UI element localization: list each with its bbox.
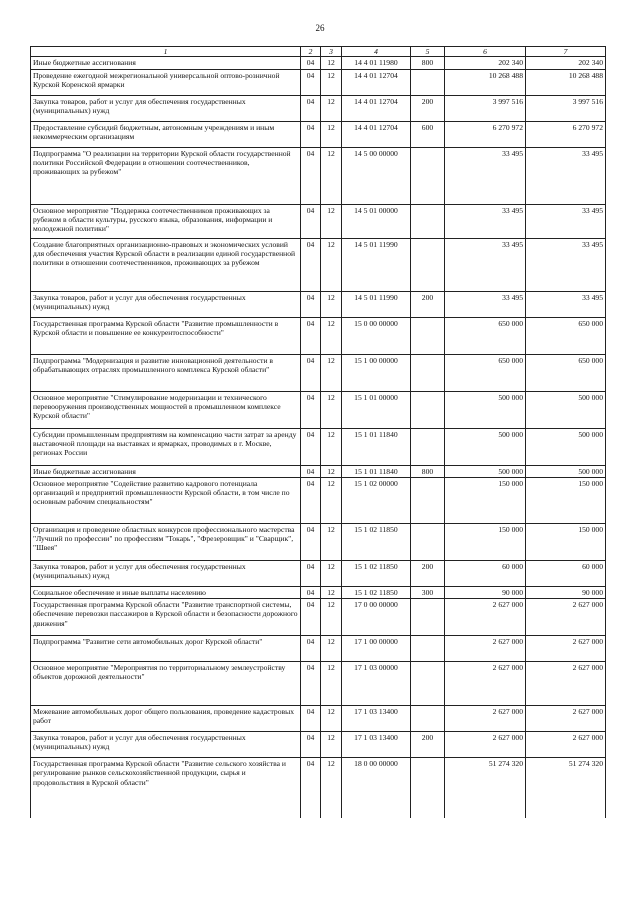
row-subsection-cell: 12 [321, 732, 342, 758]
row-target-article-cell: 15 1 01 00000 [342, 391, 411, 428]
row-expense-type-cell: 200 [411, 95, 445, 121]
table-row [31, 523, 606, 560]
row-amount-cell: 2 627 000 [445, 599, 526, 636]
table-row [31, 599, 606, 636]
row-name-cell: Основное мероприятие "Поддержка соотечественников проживающих за рубежом в области культуры, русского языка, образования, информации и молодежной политики" [31, 204, 301, 238]
header-cell: 4 [342, 47, 411, 57]
row-target-article-cell: 15 1 02 11850 [342, 586, 411, 598]
row-target-article-cell: 14 5 01 11990 [342, 238, 411, 291]
row-name-cell: Основное мероприятие "Содействие развитию кадрового потенциала организаций и предприятий промышленности Курской области, в том числе по основным рабочим специальностям" [31, 477, 301, 523]
row-amount-cell: 202 340 [526, 57, 606, 69]
budget-table [30, 46, 606, 818]
row-amount-cell: 51 274 320 [526, 758, 606, 818]
row-target-article-cell: 17 1 03 13400 [342, 706, 411, 732]
row-expense-type-cell [411, 477, 445, 523]
row-amount-cell: 2 627 000 [445, 732, 526, 758]
row-subsection-cell: 12 [321, 121, 342, 147]
row-section-cell: 04 [301, 238, 321, 291]
header-cell: 5 [411, 47, 445, 57]
row-target-article-cell: 14 4 01 11980 [342, 57, 411, 69]
row-subsection-cell: 12 [321, 147, 342, 204]
row-section-cell: 04 [301, 586, 321, 598]
row-name-cell: Закупка товаров, работ и услуг для обеспечения государственных (муниципальных) нужд [31, 95, 301, 121]
row-amount-cell: 2 627 000 [445, 706, 526, 732]
row-section-cell: 04 [301, 57, 321, 69]
row-target-article-cell: 18 0 00 00000 [342, 758, 411, 818]
page-number: 26 [315, 23, 325, 33]
table-row [31, 204, 606, 238]
table-header-row [31, 47, 606, 57]
row-amount-cell: 2 627 000 [526, 662, 606, 706]
row-subsection-cell: 12 [321, 57, 342, 69]
row-target-article-cell: 17 0 00 00000 [342, 599, 411, 636]
row-amount-cell: 500 000 [526, 391, 606, 428]
row-amount-cell: 33 495 [526, 238, 606, 291]
row-expense-type-cell: 800 [411, 57, 445, 69]
row-name-cell: Закупка товаров, работ и услуг для обеспечения государственных (муниципальных) нужд [31, 732, 301, 758]
row-section-cell: 04 [301, 391, 321, 428]
row-subsection-cell: 12 [321, 662, 342, 706]
row-section-cell: 04 [301, 69, 321, 95]
row-expense-type-cell [411, 523, 445, 560]
row-target-article-cell: 17 1 00 00000 [342, 636, 411, 662]
row-amount-cell: 90 000 [526, 586, 606, 598]
row-amount-cell: 650 000 [445, 354, 526, 391]
row-name-cell: Создание благоприятных организационно-правовых и экономических условий для обеспечения участия Курской области в реализации единой государственной политики в отношении соотечественников, проживающих за рубежом [31, 238, 301, 291]
row-section-cell: 04 [301, 465, 321, 477]
row-amount-cell: 90 000 [445, 586, 526, 598]
row-subsection-cell: 12 [321, 706, 342, 732]
row-name-cell: Государственная программа Курской области "Развитие сельского хозяйства и регулирование рынков сельскохозяйственной продукции, сырья и продовольствия в Курской области" [31, 758, 301, 818]
row-name-cell: Государственная программа Курской области "Развитие транспортной системы, обеспечение перевозки пассажиров в Курской области и безопасности дорожного движения" [31, 599, 301, 636]
row-name-cell: Социальное обеспечение и иные выплаты населению [31, 586, 301, 598]
row-subsection-cell: 12 [321, 238, 342, 291]
row-name-cell: Подпрограмма "Модернизация и развитие инновационной деятельности в обрабатывающих отраслях промышленного комплекса Курской области" [31, 354, 301, 391]
row-name-cell: Закупка товаров, работ и услуг для обеспечения государственных (муниципальных) нужд [31, 560, 301, 586]
row-amount-cell: 3 997 516 [526, 95, 606, 121]
row-amount-cell: 3 997 516 [445, 95, 526, 121]
table-row [31, 291, 606, 317]
header-cell: 7 [526, 47, 606, 57]
table-row [31, 354, 606, 391]
row-expense-type-cell [411, 391, 445, 428]
table-row [31, 465, 606, 477]
row-target-article-cell: 15 1 01 11840 [342, 428, 411, 465]
row-subsection-cell: 12 [321, 69, 342, 95]
row-section-cell: 04 [301, 706, 321, 732]
row-target-article-cell: 14 4 01 12704 [342, 121, 411, 147]
row-expense-type-cell: 200 [411, 560, 445, 586]
row-section-cell: 04 [301, 636, 321, 662]
row-amount-cell: 500 000 [526, 465, 606, 477]
row-subsection-cell: 12 [321, 758, 342, 818]
row-expense-type-cell: 200 [411, 291, 445, 317]
row-name-cell: Основное мероприятие "Стимулирование модернизации и технического перевооружения производственных мощностей в промышленном комплексе Курской области" [31, 391, 301, 428]
row-amount-cell: 60 000 [526, 560, 606, 586]
table-row [31, 95, 606, 121]
row-target-article-cell: 15 1 02 11850 [342, 523, 411, 560]
row-subsection-cell: 12 [321, 95, 342, 121]
table-row [31, 732, 606, 758]
row-amount-cell: 150 000 [445, 523, 526, 560]
row-expense-type-cell [411, 354, 445, 391]
row-amount-cell: 500 000 [445, 465, 526, 477]
row-section-cell: 04 [301, 477, 321, 523]
row-expense-type-cell: 300 [411, 586, 445, 598]
header-cell: 3 [321, 47, 342, 57]
row-subsection-cell: 12 [321, 560, 342, 586]
row-name-cell: Проведение ежегодной межрегиональной универсальной оптово-розничной Курской Коренской ярмарки [31, 69, 301, 95]
table-row [31, 57, 606, 69]
row-amount-cell: 60 000 [445, 560, 526, 586]
row-amount-cell: 2 627 000 [526, 636, 606, 662]
row-target-article-cell: 14 4 01 12704 [342, 95, 411, 121]
table-row [31, 636, 606, 662]
row-section-cell: 04 [301, 95, 321, 121]
row-name-cell: Государственная программа Курской области "Развитие промышленности в Курской области и повышение ее конкурентоспособности" [31, 317, 301, 354]
row-expense-type-cell [411, 317, 445, 354]
row-section-cell: 04 [301, 204, 321, 238]
row-subsection-cell: 12 [321, 204, 342, 238]
row-target-article-cell: 15 1 00 00000 [342, 354, 411, 391]
row-section-cell: 04 [301, 147, 321, 204]
row-name-cell: Основное мероприятие "Мероприятия по территориальному землеустройству объектов дорожной деятельности" [31, 662, 301, 706]
row-amount-cell: 650 000 [445, 317, 526, 354]
row-subsection-cell: 12 [321, 599, 342, 636]
header-cell: 6 [445, 47, 526, 57]
table-row [31, 662, 606, 706]
row-subsection-cell: 12 [321, 354, 342, 391]
table-row [31, 428, 606, 465]
row-amount-cell: 33 495 [526, 204, 606, 238]
row-expense-type-cell: 800 [411, 465, 445, 477]
row-name-cell: Иные бюджетные ассигнования [31, 465, 301, 477]
row-subsection-cell: 12 [321, 477, 342, 523]
row-amount-cell: 150 000 [445, 477, 526, 523]
table-row [31, 477, 606, 523]
table-row [31, 586, 606, 598]
row-section-cell: 04 [301, 428, 321, 465]
row-amount-cell: 2 627 000 [445, 636, 526, 662]
row-amount-cell: 202 340 [445, 57, 526, 69]
row-amount-cell: 33 495 [445, 291, 526, 317]
row-target-article-cell: 15 1 01 11840 [342, 465, 411, 477]
row-expense-type-cell [411, 758, 445, 818]
row-target-article-cell: 14 5 01 11990 [342, 291, 411, 317]
row-expense-type-cell [411, 428, 445, 465]
table-row [31, 758, 606, 818]
row-amount-cell: 150 000 [526, 477, 606, 523]
row-name-cell: Организация и проведение областных конкурсов профессионального мастерства "Лучший по профессии" по профессиям "Токарь", "Фрезеровщик" и "Сварщик", "Швея" [31, 523, 301, 560]
row-section-cell: 04 [301, 662, 321, 706]
row-expense-type-cell [411, 69, 445, 95]
row-subsection-cell: 12 [321, 523, 342, 560]
table-row [31, 69, 606, 95]
row-section-cell: 04 [301, 732, 321, 758]
row-name-cell: Подпрограмма "Развитие сети автомобильных дорог Курской области" [31, 636, 301, 662]
row-target-article-cell: 17 1 03 00000 [342, 662, 411, 706]
row-amount-cell: 2 627 000 [526, 599, 606, 636]
row-section-cell: 04 [301, 560, 321, 586]
row-section-cell: 04 [301, 599, 321, 636]
row-section-cell: 04 [301, 354, 321, 391]
row-amount-cell: 33 495 [445, 147, 526, 204]
table-row [31, 238, 606, 291]
row-target-article-cell: 15 0 00 00000 [342, 317, 411, 354]
row-amount-cell: 10 268 488 [526, 69, 606, 95]
row-amount-cell: 500 000 [526, 428, 606, 465]
row-target-article-cell: 17 1 03 13400 [342, 732, 411, 758]
table-row [31, 706, 606, 732]
row-section-cell: 04 [301, 291, 321, 317]
table-row [31, 147, 606, 204]
row-amount-cell: 650 000 [526, 317, 606, 354]
row-subsection-cell: 12 [321, 291, 342, 317]
row-amount-cell: 6 270 972 [526, 121, 606, 147]
row-name-cell: Предоставление субсидий бюджетным, автономным учреждениям и иным некоммерческим организациям [31, 121, 301, 147]
row-amount-cell: 2 627 000 [445, 662, 526, 706]
row-target-article-cell: 14 4 01 12704 [342, 69, 411, 95]
row-target-article-cell: 15 1 02 11850 [342, 560, 411, 586]
row-amount-cell: 33 495 [445, 204, 526, 238]
row-amount-cell: 500 000 [445, 428, 526, 465]
row-name-cell: Подпрограмма "О реализации на территории Курской области государственной политики Российской Федерации в отношении соотечественников, проживающих за рубежом" [31, 147, 301, 204]
row-amount-cell: 650 000 [526, 354, 606, 391]
row-expense-type-cell [411, 204, 445, 238]
row-subsection-cell: 12 [321, 465, 342, 477]
row-section-cell: 04 [301, 758, 321, 818]
row-section-cell: 04 [301, 317, 321, 354]
row-expense-type-cell: 600 [411, 121, 445, 147]
table-row [31, 121, 606, 147]
header-cell: 2 [301, 47, 321, 57]
row-subsection-cell: 12 [321, 586, 342, 598]
row-expense-type-cell [411, 599, 445, 636]
row-expense-type-cell [411, 706, 445, 732]
row-subsection-cell: 12 [321, 636, 342, 662]
row-amount-cell: 33 495 [445, 238, 526, 291]
row-expense-type-cell [411, 636, 445, 662]
table-row [31, 317, 606, 354]
row-section-cell: 04 [301, 523, 321, 560]
row-name-cell: Субсидии промышленным предприятиям на компенсацию части затрат за аренду выставочной площади на выставках и ярмарках, проводимых в г. Москве, регионах России [31, 428, 301, 465]
table-row [31, 560, 606, 586]
row-amount-cell: 51 274 320 [445, 758, 526, 818]
row-expense-type-cell: 200 [411, 732, 445, 758]
row-subsection-cell: 12 [321, 428, 342, 465]
table-row [31, 391, 606, 428]
row-amount-cell: 33 495 [526, 147, 606, 204]
row-expense-type-cell [411, 662, 445, 706]
header-cell: 1 [31, 47, 301, 57]
row-section-cell: 04 [301, 121, 321, 147]
row-amount-cell: 150 000 [526, 523, 606, 560]
row-amount-cell: 500 000 [445, 391, 526, 428]
row-expense-type-cell [411, 238, 445, 291]
row-expense-type-cell [411, 147, 445, 204]
row-subsection-cell: 12 [321, 317, 342, 354]
row-target-article-cell: 15 1 02 00000 [342, 477, 411, 523]
row-amount-cell: 2 627 000 [526, 706, 606, 732]
row-target-article-cell: 14 5 00 00000 [342, 147, 411, 204]
row-amount-cell: 2 627 000 [526, 732, 606, 758]
row-name-cell: Иные бюджетные ассигнования [31, 57, 301, 69]
row-amount-cell: 33 495 [526, 291, 606, 317]
row-amount-cell: 6 270 972 [445, 121, 526, 147]
row-subsection-cell: 12 [321, 391, 342, 428]
row-name-cell: Межевание автомобильных дорог общего пользования, проведение кадастровых работ [31, 706, 301, 732]
row-name-cell: Закупка товаров, работ и услуг для обеспечения государственных (муниципальных) нужд [31, 291, 301, 317]
row-amount-cell: 10 268 488 [445, 69, 526, 95]
row-target-article-cell: 14 5 01 00000 [342, 204, 411, 238]
